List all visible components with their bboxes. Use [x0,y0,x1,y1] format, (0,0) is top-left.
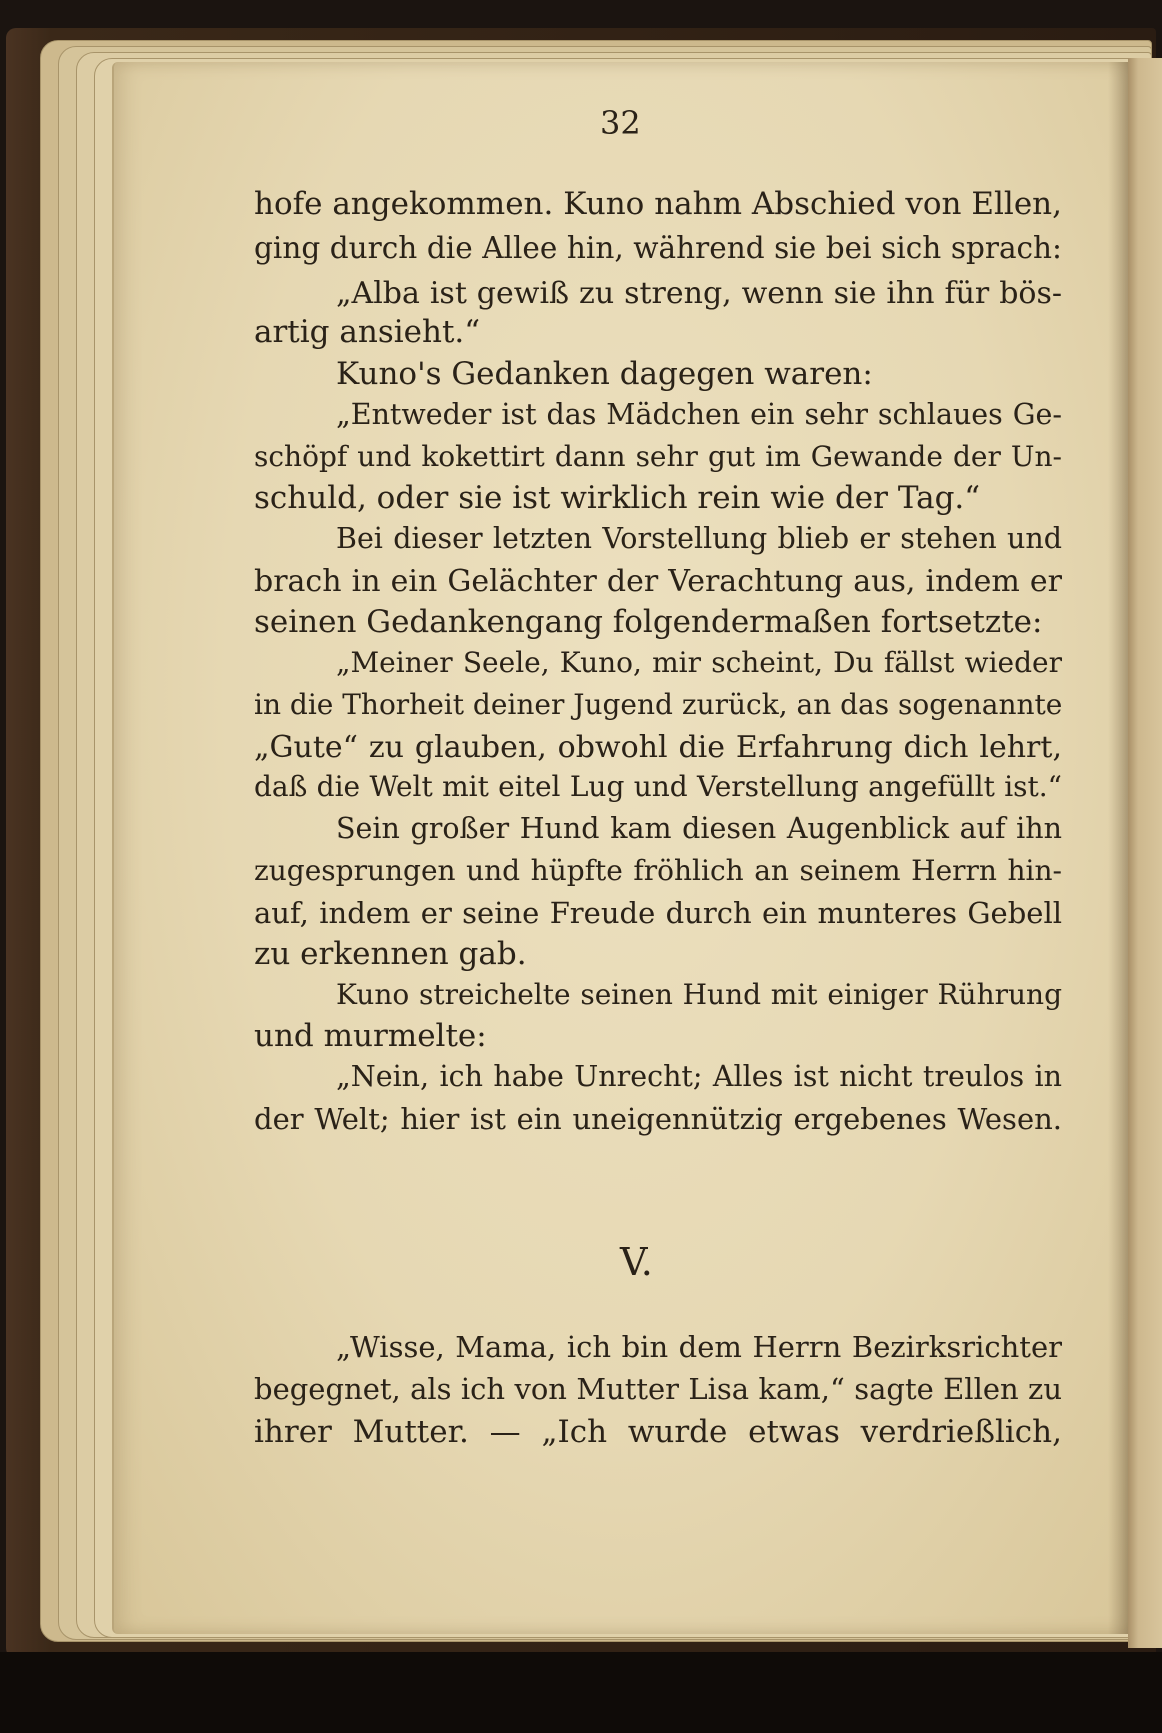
text-line: „Wisse, Mama, ich bin dem Herrn Bezirksrichter [336,1330,1062,1364]
text-line: schuld, oder sie ist wirklich rein wie der Tag.“ [254,480,981,516]
text-line: ihrer Mutter. — „Ich wurde etwas verdrießlich, [254,1414,1062,1450]
text-line: Bei dieser letzten Vorstellung blieb er stehen und [336,522,1062,555]
text-line: „Alba ist gewiß zu streng, wenn sie ihn für bös- [336,276,1062,311]
text-line: und murmelte: [254,1018,487,1054]
text-line: ging durch die Allee hin, während sie bei sich sprach: [254,231,1062,265]
facing-page-edge [1128,58,1162,1648]
text-line: daß die Welt mit eitel Lug und Verstellung angefüllt ist.“ [254,770,1062,803]
text-line: hofe angekommen. Kuno nahm Abschied von Ellen, [254,186,1062,222]
text-line: artig ansieht.“ [254,314,481,350]
text-line: schöpf und kokettirt dann sehr gut im Gewande der Un- [254,440,1062,473]
text-line: Kuno's Gedanken dagegen waren: [336,356,873,392]
text-line: Kuno streichelte seinen Hund mit einiger Rührung [336,978,1062,1011]
page-number: 32 [600,104,641,142]
text-line: „Gute“ zu glauben, obwohl die Erfahrung dich lehrt, [254,730,1062,765]
text-line: seinen Gedankengang folgendermaßen fortsetzte: [254,604,1043,640]
chapter-heading: V. [620,1240,653,1284]
text-line: „Nein, ich habe Unrecht; Alles ist nicht treulos in [336,1060,1062,1093]
text-line: in die Thorheit deiner Jugend zurück, an das sogenannte [254,688,1063,721]
text-line: zugesprungen und hüpfte fröhlich an seinem Herrn hin- [254,854,1062,887]
text-line: „Entweder ist das Mädchen ein sehr schlaues Ge- [336,398,1062,431]
text-line: Sein großer Hund kam diesen Augenblick auf ihn [336,812,1062,845]
text-line: zu erkennen gab. [254,936,527,972]
text-line: der Welt; hier ist ein uneigennützig ergebenes Wesen. [254,1102,1062,1136]
text-line: „Meiner Seele, Kuno, mir scheint, Du fällst wieder [336,646,1062,679]
background-shadow [0,1652,1162,1733]
text-line: brach in ein Gelächter der Verachtung aus, indem er [254,564,1062,599]
text-line: auf, indem er seine Freude durch ein munteres Gebell [254,896,1062,930]
text-line: begegnet, als ich von Mutter Lisa kam,“ sagte Ellen zu [254,1372,1062,1406]
